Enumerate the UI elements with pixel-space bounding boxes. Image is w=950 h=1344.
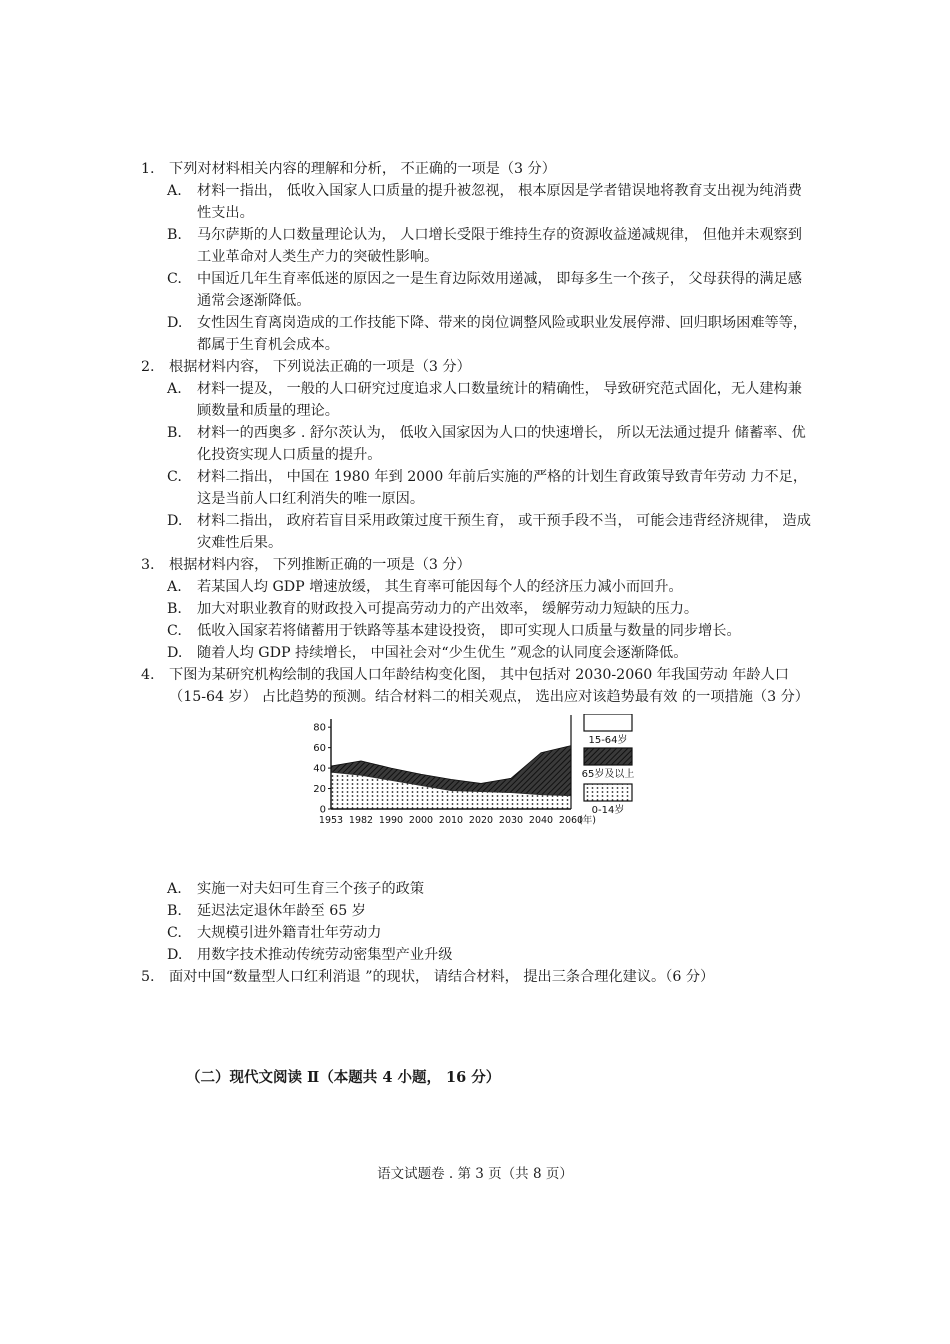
option-b (141, 224, 811, 268)
x-tick-label: 1982 (348, 815, 374, 826)
legend-swatch (584, 714, 632, 731)
question-stem: 根据材料内容， 下列推断正确的一项是（3 分） (169, 557, 471, 573)
option-text: 低收入国家若将储蓄用于铁路等基本建设投资， 即可实现人口质量与数量的同步增长。 (197, 623, 741, 639)
option-letter: C. (167, 271, 182, 287)
section-heading: （二）现代文阅读 Ⅱ（本题共 4 小题， 16 分） (186, 1069, 501, 1086)
option-letter: A. (167, 381, 182, 397)
option-letter: B. (167, 227, 182, 243)
x-tick-label: 2000 (408, 815, 434, 826)
legend-swatch (584, 784, 632, 801)
x-tick-label: 2060 (558, 815, 584, 826)
option-letter: D. (167, 513, 183, 529)
option-text: 材料一提及， 一般的人口研究过度追求人口数量统计的精确性， 导致研究范式固化，无人建构兼顾数量和质量的理论。 (197, 381, 802, 419)
option-text: 材料二指出， 中国在 1980 年到 2000 年前后实施的严格的计划生育政策导致青年劳动 力不足， 这是当前人口红利消失的唯一原因。 (197, 469, 808, 507)
option-text: 若某国人均 GDP 增速放缓， 其生育率可能因每个人的经济压力减小而回升。 (197, 579, 683, 595)
option-letter: C. (167, 469, 182, 485)
option-letter: A. (167, 881, 182, 897)
option-text: 用数字技术推动传统劳动密集型产业升级 (197, 947, 453, 963)
y-tick-label: 20 (313, 784, 326, 796)
question-number: 1. (141, 161, 155, 177)
option-a (141, 576, 811, 598)
option-c (141, 268, 811, 312)
question-stem: 下列对材料相关内容的理解和分析， 不正确的一项是（3 分） (169, 161, 556, 177)
option-b (141, 598, 811, 620)
x-tick-label: 2020 (468, 815, 494, 826)
question-number: 4. (141, 667, 155, 683)
option-letter: B. (167, 903, 182, 919)
x-tick-label: 1953 (318, 815, 344, 826)
option-text: 大规模引进外籍青壮年劳动力 (197, 925, 382, 941)
page-footer: 语文试题卷 . 第 3 页（共 8 页） (377, 1166, 573, 1182)
option-a (141, 878, 811, 900)
y-tick-label: 80 (313, 722, 326, 734)
option-b (141, 900, 811, 922)
chart-svg (141, 714, 811, 864)
option-a (141, 378, 811, 422)
x-tick-label: 1990 (378, 815, 404, 826)
option-text: 马尔萨斯的人口数量理论认为， 人口增长受限于维持生存的资源收益递减规律， 但他并未观察到工业革命对人类生产力的突破性影响。 (197, 227, 802, 265)
legend-label: 65岁及以上 (581, 769, 635, 780)
question-1 (141, 158, 811, 180)
option-letter: B. (167, 425, 182, 441)
option-c (141, 922, 811, 944)
option-d (141, 510, 811, 554)
y-tick-label: 40 (313, 763, 326, 775)
option-text: 材料二指出， 政府若盲目采用政策过度干预生育， 或干预手段不当， 可能会违背经济规律， 造成灾难性后果。 (197, 513, 811, 551)
y-tick-label: 60 (313, 743, 326, 755)
option-text: 实施一对夫妇可生育三个孩子的政策 (197, 881, 425, 897)
question-number: 2. (141, 359, 155, 375)
option-d (141, 312, 811, 356)
option-d (141, 944, 811, 966)
option-text: 材料一指出， 低收入国家人口质量的提升被忽视， 根本原因是学者错误地将教育支出视为纯消费性支出。 (197, 183, 802, 221)
option-c (141, 620, 811, 642)
question-stem: 面对中国“数量型人口红利消退 ”的现状， 请结合材料， 提出三条合理化建议。（6 分） (169, 969, 715, 985)
option-letter: A. (167, 579, 182, 595)
option-text: 延迟法定退休年龄至 65 岁 (197, 903, 366, 919)
option-text: 加大对职业教育的财政投入可提高劳动力的产出效率， 缓解劳动力短缺的压力。 (197, 601, 699, 617)
question-5 (141, 966, 811, 988)
option-text: 随着人均 GDP 持续增长， 中国社会对“少生优生 ”观念的认同度会逐渐降低。 (197, 645, 688, 661)
option-text: 材料一的西奥多 . 舒尔茨认为， 低收入国家因为人口的快速增长， 所以无法通过提升 储蓄率、优化投资实现人口质量的提升。 (197, 425, 806, 463)
question-2 (141, 356, 811, 378)
option-letter: B. (167, 601, 182, 617)
legend-label: 0-14岁 (591, 805, 625, 816)
option-text: 女性因生育离岗造成的工作技能下降、带来的岗位调整风险或职业发展停滞、回归职场困难等等， 都属于生育机会成本。 (197, 315, 808, 353)
option-letter: A. (167, 183, 182, 199)
option-text: 中国近几年生育率低迷的原因之一是生育边际效用递减， 即每多生一个孩子， 父母获得的满足感通常会逐渐降低。 (197, 271, 802, 309)
x-tick-label: 2010 (438, 815, 464, 826)
option-letter: D. (167, 645, 183, 661)
question-list (141, 158, 811, 988)
option-letter: D. (167, 947, 183, 963)
option-a (141, 180, 811, 224)
option-letter: D. (167, 315, 183, 331)
x-tick-label: 2040 (528, 815, 554, 826)
option-b (141, 422, 811, 466)
question-4 (141, 664, 811, 708)
option-letter: C. (167, 925, 182, 941)
y-tick-label: 0 (319, 804, 326, 816)
question-number: 3. (141, 557, 155, 573)
question-3 (141, 554, 811, 576)
option-c (141, 466, 811, 510)
legend-label: 15-64岁 (588, 735, 628, 746)
option-letter: C. (167, 623, 182, 639)
question-number: 5. (141, 969, 155, 985)
option-d (141, 642, 811, 664)
x-tick-label: 2030 (498, 815, 524, 826)
legend-swatch (584, 748, 632, 765)
population-chart (141, 714, 811, 864)
question-stem: 根据材料内容， 下列说法正确的一项是（3 分） (169, 359, 471, 375)
x-unit-label: (年) (579, 815, 596, 826)
question-stem: 下图为某研究机构绘制的我国人口年龄结构变化图， 其中包括对 2030-2060 年我国劳动 年龄人口（15-64 岁） 占比趋势的预测。结合材料二的相关观点， 选出应对该趋势最有效 的一项措施（3 分） (169, 667, 809, 705)
